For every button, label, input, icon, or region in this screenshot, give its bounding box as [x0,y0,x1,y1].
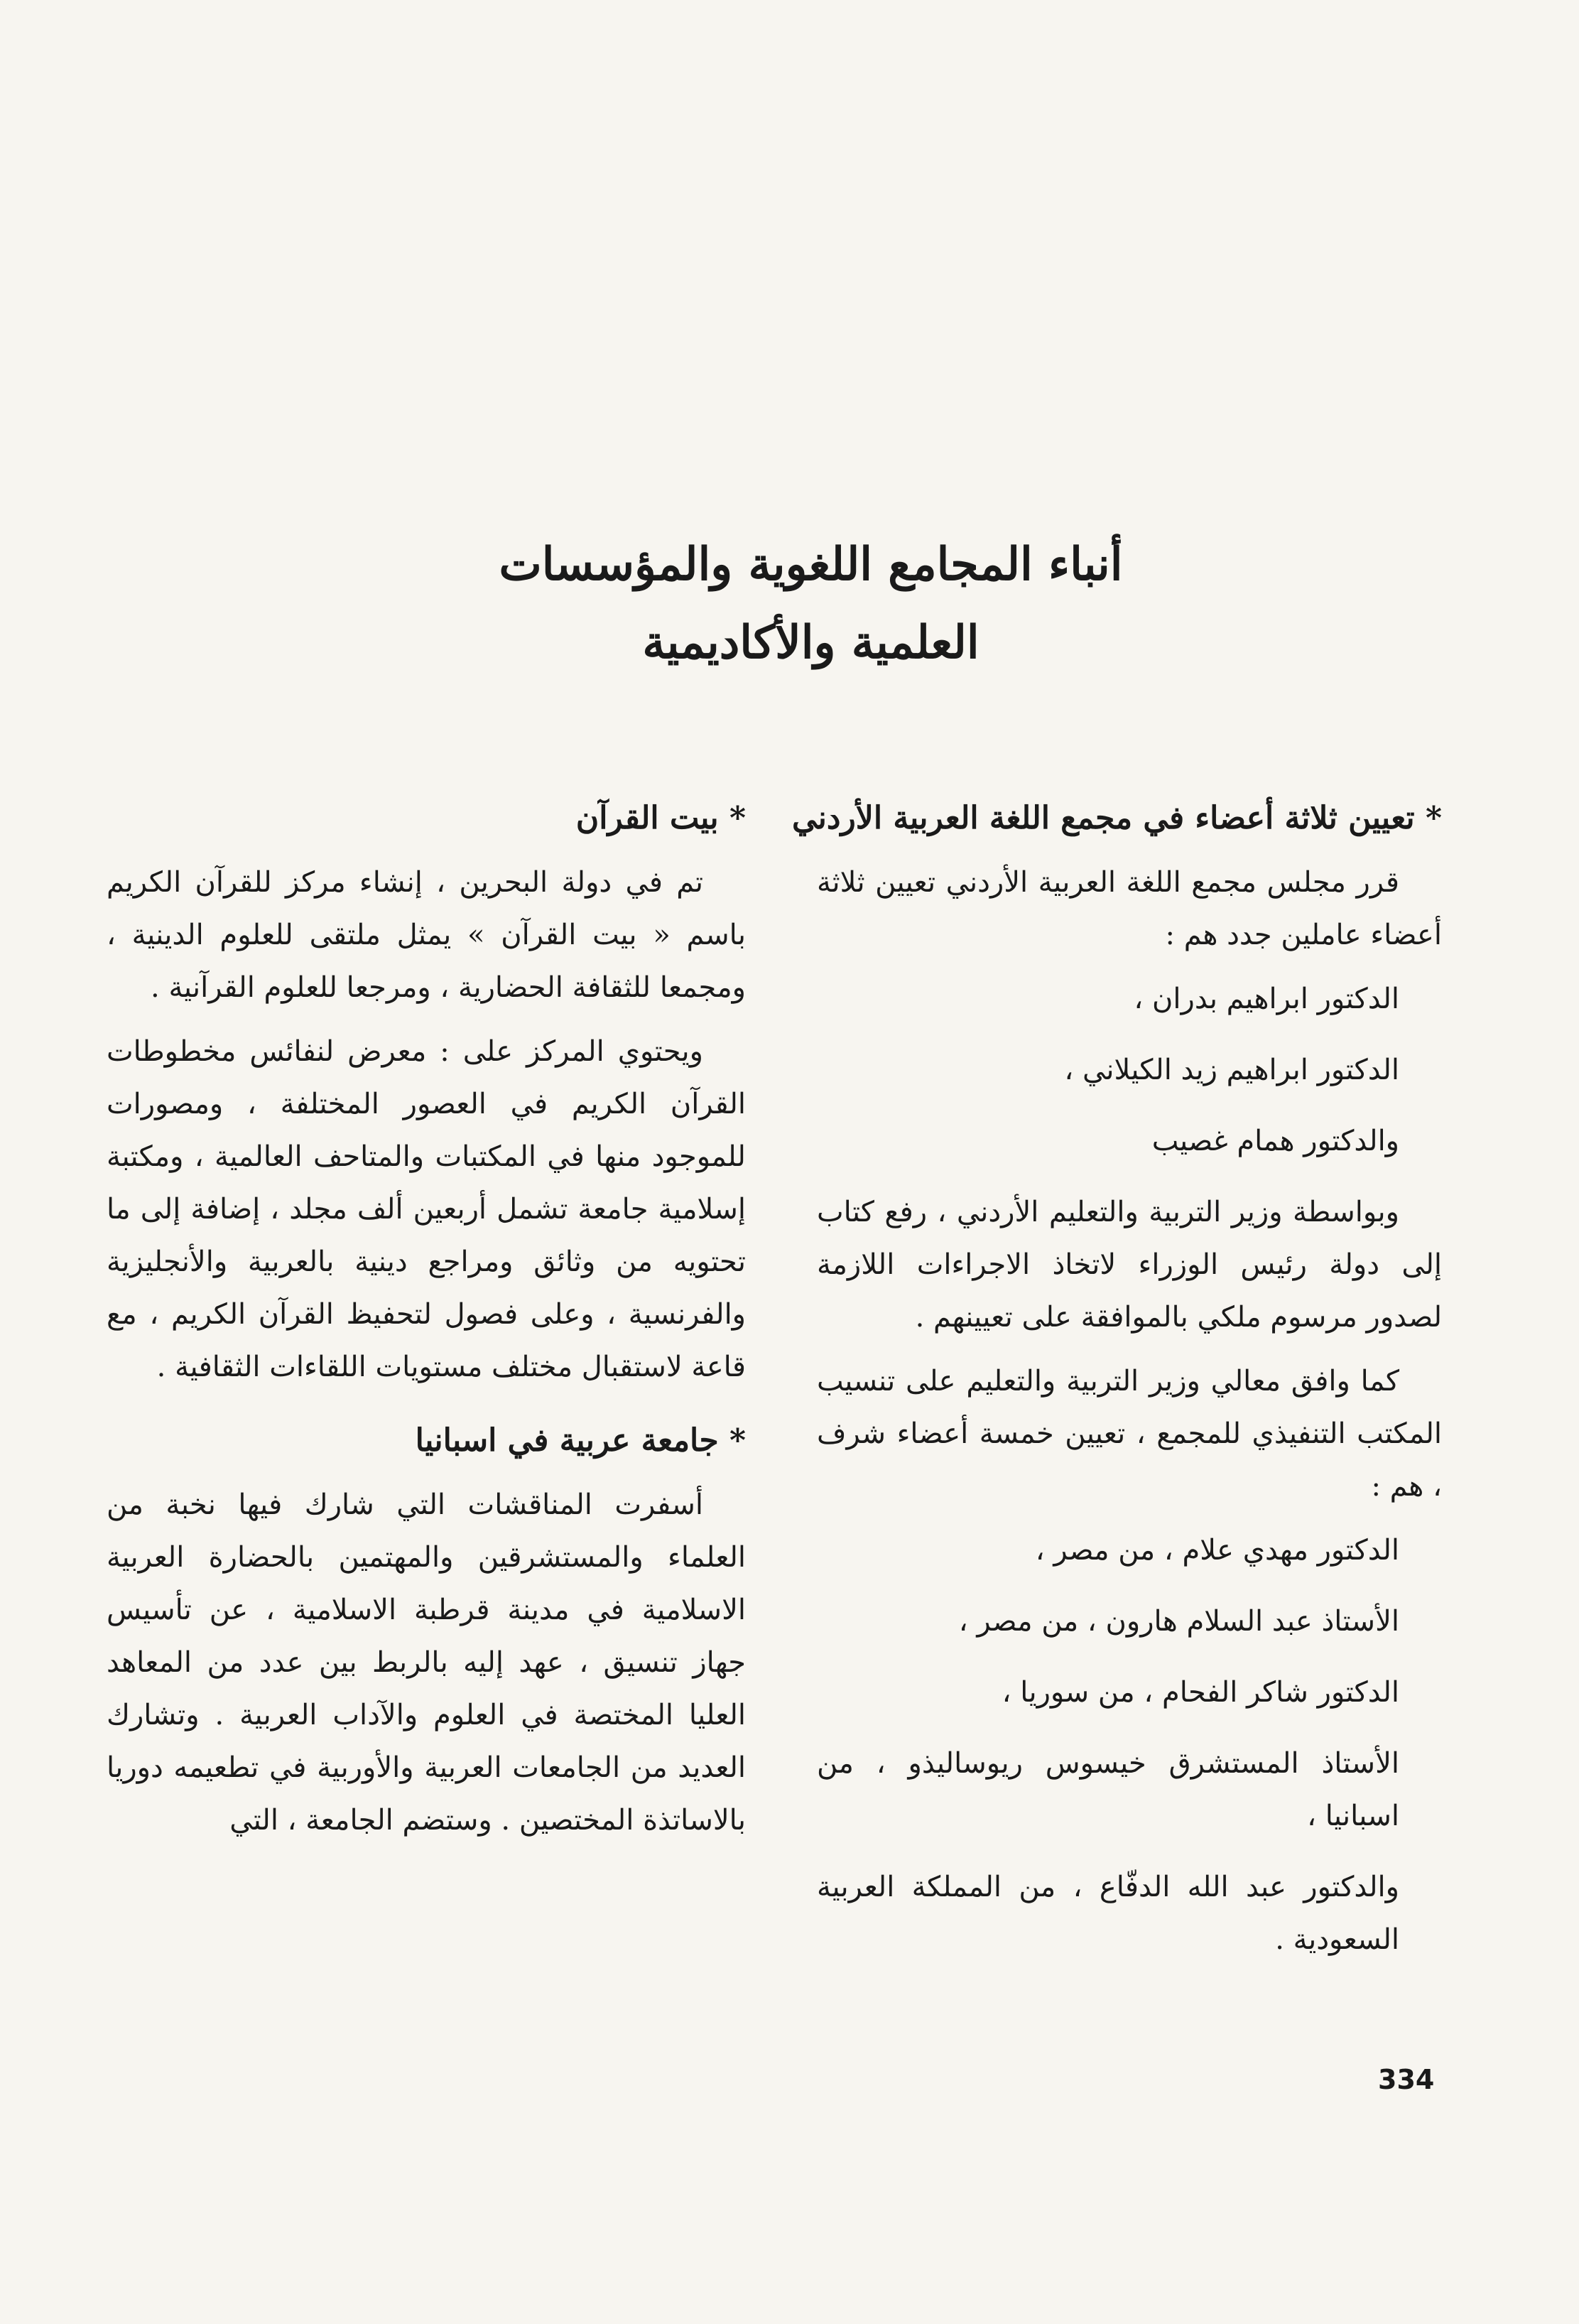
section-heading-house-of-quran: * بيت القرآن [575,800,746,836]
honorary-member-name: الأستاذ عبد السلام هارون ، من مصر ، [958,1605,1399,1638]
paragraph: كما وافق معالي وزير التربية والتعليم على تنسيب المكتب التنفيذي للمجمع ، تعيين خمسة أعضاء شرف ، هم : [817,1365,1442,1503]
paragraph: أسفرت المناقشات التي شارك فيها نخبة من العلماء والمستشرقين والمهتمين بالحضارة العربية الاسلامية في مدينة قرطبة الاسلامية ، عن تأسيس جهاز تنسيق ، عهد إليه بالربط بين عدد من المعاهد العليا المختصة في العلوم والآداب العربية . وتشارك العديد من الجامعات العربية والأوربية في تطعيمه دوريا بالاساتذة المختصين . وستضم الجامعة ، التي [107,1488,747,1837]
section-heading-jordan-academy: * تعيين ثلاثة أعضاء في مجمع اللغة العربية الأردني [791,800,1442,836]
honorary-member-name: الدكتور مهدي علام ، من مصر ، [1035,1534,1399,1567]
honorary-member-name: والدكتور عبد الله الدفّاع ، من المملكة العربية السعودية . [817,1871,1399,1956]
paragraph: ويحتوي المركز على : معرض لنفائس مخطوطات القرآن الكريم في العصور المختلفة ، ومصورات للموجود منها في المكتبات والمتاحف العالمية ، ومكتبة إسلامية جامعة تشمل أربعين ألف مجلد ، إضافة إلى ما تحتويه من وثائق ومراجع دينية بالعربية والأنجليزية والفرنسية ، وعلى فصول لتحفيظ القرآن الكريم ، مع قاعة لاستقبال مختلف مستويات اللقاءات الثقافية . [107,1035,746,1383]
left-column [107,792,746,1858]
member-name: الدكتور ابراهيم بدران ، [1134,983,1399,1015]
title-line-2: العلمية والأكاديمية [642,616,980,669]
title-line-1: أنباء المجامع اللغوية والمؤسسات [499,538,1123,591]
paragraph: قرر مجلس مجمع اللغة العربية الأردني تعيين ثلاثة أعضاء عاملين جدد هم : [817,866,1442,951]
honorary-member-name: الأستاذ المستشرق خيسوس ريوساليذو ، من اسبانيا ، [817,1747,1399,1832]
paragraph: وبواسطة وزير التربية والتعليم الأردني ، رفع كتاب إلى دولة رئيس الوزراء لاتخاذ الاجراءات اللازمة لصدور مرسوم ملكي بالموافقة على تعيينهم . [817,1196,1442,1334]
right-column [791,792,1442,1984]
honorary-member-name: الدكتور شاكر الفحام ، من سوريا ، [1002,1676,1399,1709]
page-number: 334 [1378,2064,1435,2095]
section-heading-arab-university-spain: * جامعة عربية في اسبانيا [415,1422,746,1459]
page-title [0,526,1579,682]
paragraph: تم في دولة البحرين ، إنشاء مركز للقرآن الكريم باسم « بيت القرآن » يمثل ملتقى للعلوم الدينية ، ومجمعا للثقافة الحضارية ، ومرجعا للعلوم القرآنية . [107,866,746,1004]
member-name: الدكتور ابراهيم زيد الكيلاني ، [1064,1054,1399,1086]
member-name: والدكتور همام غصيب [1151,1125,1399,1157]
